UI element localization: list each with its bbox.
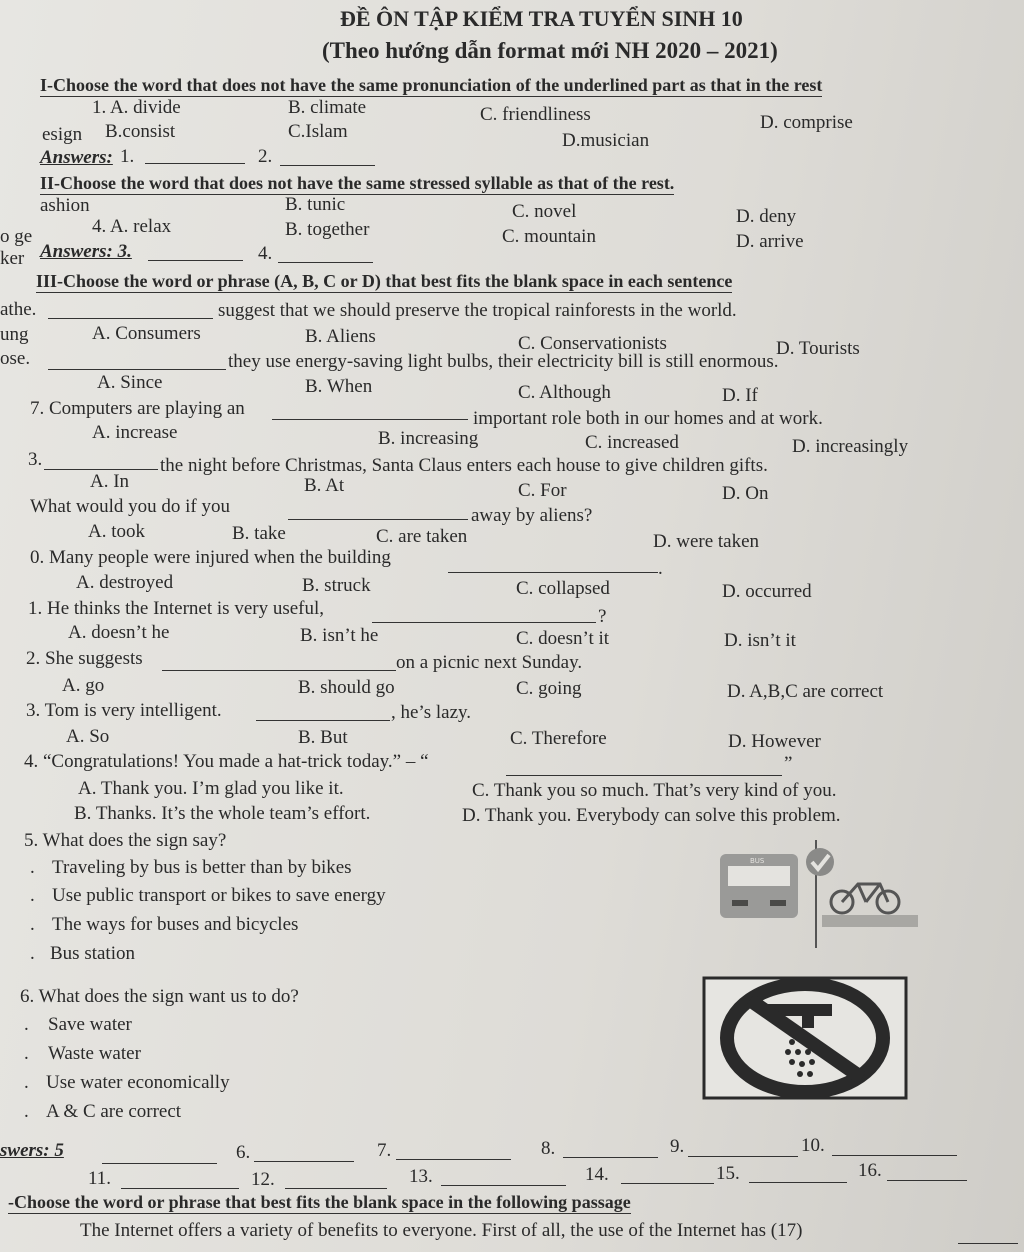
- q16-marker-a: .: [24, 1014, 29, 1035]
- q16-marker-b: .: [24, 1043, 29, 1064]
- q14-option-d: D. Thank you. Everybody can solve this problem.: [462, 805, 841, 826]
- q5-text: suggest that we should preserve the tropical rainforests in the world.: [218, 300, 737, 321]
- q8-option-a: A. In: [90, 471, 130, 492]
- q15-marker-a: .: [30, 857, 35, 878]
- q10-end: .: [658, 558, 663, 579]
- q6-blank[interactable]: [48, 369, 226, 370]
- answer-10-label: 10.: [801, 1135, 825, 1156]
- q15-option-c: The ways for buses and bicycles: [52, 914, 299, 935]
- page-title: ĐỀ ÔN TẬP KIỂM TRA TUYỂN SINH 10: [340, 6, 743, 31]
- answer-16-label: 16.: [858, 1160, 882, 1181]
- q15-option-a: Traveling by bus is better than by bikes: [52, 857, 352, 878]
- q16-option-b: Waste water: [48, 1043, 141, 1064]
- q9-text-1: What would you do if you: [30, 496, 231, 517]
- answer-12-blank[interactable]: [285, 1188, 387, 1189]
- q11-end: ?: [598, 606, 607, 627]
- q7-blank[interactable]: [272, 419, 468, 420]
- section-4-heading: -Choose the word or phrase that best fits the blank space in the following passage: [8, 1192, 631, 1212]
- answer-12-label: 12.: [251, 1169, 275, 1190]
- q3-option-a: ashion: [40, 195, 90, 216]
- q16-option-c: Use water economically: [46, 1072, 230, 1093]
- q9-text-2: away by aliens?: [471, 505, 593, 526]
- q12-blank[interactable]: [162, 670, 396, 671]
- section-2-answers-label: Answers: 3.: [40, 241, 132, 262]
- q11-text: 1. He thinks the Internet is very useful,: [28, 598, 325, 619]
- q3-option-c: C. novel: [512, 201, 577, 222]
- answer-7-label: 7.: [377, 1140, 392, 1161]
- answer-9-blank[interactable]: [688, 1156, 798, 1157]
- q13-option-a: A. So: [66, 726, 110, 747]
- q4-option-d: D. arrive: [736, 231, 804, 252]
- q16-option-a: Save water: [48, 1014, 132, 1035]
- q10-blank[interactable]: [448, 572, 658, 573]
- answer-5-blank[interactable]: [102, 1163, 217, 1164]
- answer-1-label: 1.: [120, 146, 135, 167]
- q8-text: the night before Christmas, Santa Claus enters each house to give children gifts.: [160, 455, 768, 476]
- answer-4-blank[interactable]: [278, 262, 373, 263]
- q13-option-b: B. But: [298, 727, 348, 748]
- q11-option-b: B. isn’t he: [300, 625, 379, 646]
- q13-option-d: D. However: [728, 731, 821, 752]
- q1-option-c: C. friendliness: [480, 104, 591, 125]
- q6-option-a: A. Since: [97, 372, 163, 393]
- q15-marker-c: .: [30, 914, 35, 935]
- q5-option-b: B. Aliens: [305, 326, 376, 347]
- q12-option-b: B. should go: [298, 677, 395, 698]
- q8-blank[interactable]: [44, 469, 158, 470]
- q11-option-c: C. doesn’t it: [516, 628, 610, 649]
- margin-text-1: o ge: [0, 226, 33, 247]
- q13-blank[interactable]: [256, 720, 390, 721]
- answer-6-label: 6.: [236, 1142, 251, 1163]
- q9-option-a: A. took: [88, 521, 145, 542]
- q3-option-d: D. deny: [736, 206, 797, 227]
- answer-14-label: 14.: [585, 1164, 609, 1185]
- answer-16-blank[interactable]: [887, 1180, 967, 1181]
- q15-marker-b: .: [30, 885, 35, 906]
- answer-11-blank[interactable]: [121, 1188, 239, 1189]
- q6-text: they use energy-saving light bulbs, their electricity bill is still enormous.: [228, 351, 779, 372]
- q14-text: 4. “Congratulations! You made a hat-trick today.” – “: [24, 751, 429, 772]
- q13-text-1: 3. Tom is very intelligent.: [26, 700, 222, 721]
- q5-option-c: C. Conservationists: [518, 333, 667, 354]
- section-2-heading: II-Choose the word that does not have the same stressed syllable as that of the rest.: [40, 173, 675, 193]
- q11-blank[interactable]: [372, 622, 596, 623]
- section-1-answers-label: Answers:: [40, 147, 113, 168]
- q16-marker-d: .: [24, 1101, 29, 1122]
- q6-option-c: C. Although: [518, 382, 611, 403]
- q4-option-a: 4. A. relax: [92, 216, 172, 237]
- q7-option-a: A. increase: [92, 422, 178, 443]
- answer-13-label: 13.: [409, 1166, 433, 1187]
- q11-option-a: A. doesn’t he: [68, 622, 170, 643]
- answer-9-label: 9.: [670, 1136, 685, 1157]
- q1-option-d: D. comprise: [760, 112, 853, 133]
- answer-14-blank[interactable]: [621, 1183, 714, 1184]
- check-icon: [806, 848, 834, 876]
- page-subtitle: (Theo hướng dẫn format mới NH 2020 – 2021): [322, 38, 778, 63]
- q16-option-d: A & C are correct: [46, 1101, 182, 1122]
- q8-option-c: C. For: [518, 480, 567, 501]
- q8-number: 3.: [28, 449, 43, 470]
- q10-option-b: B. struck: [302, 575, 371, 596]
- q7-option-c: C. increased: [585, 432, 679, 453]
- q6-number: ose.: [0, 348, 31, 369]
- q2-option-b: B.consist: [105, 121, 176, 142]
- answer-8-blank[interactable]: [563, 1157, 658, 1158]
- q10-text: 0. Many people were injured when the building: [30, 547, 391, 568]
- q7-option-b: B. increasing: [378, 428, 479, 449]
- q10-option-d: D. occurred: [722, 581, 812, 602]
- q14-blank[interactable]: [506, 775, 782, 776]
- section-1-heading: I-Choose the word that does not have the same pronunciation of the underlined part as that in the rest: [40, 75, 823, 95]
- q2-option-a: esign: [42, 124, 83, 145]
- bus-sign-label: BUS: [750, 857, 765, 865]
- section-3-answers-label: swers: 5: [0, 1140, 64, 1161]
- q12-option-c: C. going: [516, 678, 582, 699]
- q9-option-d: D. were taken: [653, 531, 760, 552]
- q13-option-c: C. Therefore: [510, 728, 607, 749]
- answer-4-label: 4.: [258, 243, 273, 264]
- bus-bike-sign-image: [710, 840, 920, 950]
- q3-option-b: B. tunic: [285, 194, 346, 215]
- q15-option-d: Bus station: [50, 943, 135, 964]
- answer-13-blank[interactable]: [441, 1185, 566, 1186]
- q12-option-d: D. A,B,C are correct: [727, 681, 884, 702]
- q8-option-b: B. At: [304, 475, 345, 496]
- q1-option-a: 1. A. divide: [92, 97, 181, 118]
- q6-option-d: D. If: [722, 385, 758, 406]
- q7-option-d: D. increasingly: [792, 436, 909, 457]
- q11-option-d: D. isn’t it: [724, 630, 796, 651]
- q8-option-d: D. On: [722, 483, 769, 504]
- q15-option-b: Use public transport or bikes to save energy: [52, 885, 386, 906]
- q12-text-2: on a picnic next Sunday.: [396, 652, 583, 673]
- q5-option-a: A. Consumers: [92, 323, 201, 344]
- answer-15-blank[interactable]: [749, 1182, 847, 1183]
- q2-option-c: C.Islam: [288, 121, 348, 142]
- answer-15-label: 15.: [716, 1163, 740, 1184]
- passage-text: The Internet offers a variety of benefits to everyone. First of all, the use of the Internet has (17): [80, 1220, 803, 1241]
- q14-option-c: C. Thank you so much. That’s very kind of you.: [472, 780, 837, 801]
- q6-option-b: B. When: [305, 376, 373, 397]
- q5-option-d: D. Tourists: [776, 338, 860, 359]
- q13-text-2: , he’s lazy.: [391, 702, 472, 723]
- q14-option-a: A. Thank you. I’m glad you like it.: [78, 778, 344, 799]
- answer-6-blank[interactable]: [254, 1161, 354, 1162]
- q7-text-2: important role both in our homes and at work.: [473, 408, 823, 429]
- bicycle-icon: [831, 884, 899, 913]
- q15-text: 5. What does the sign say?: [24, 830, 227, 851]
- q15-marker-d: .: [30, 943, 35, 964]
- q16-marker-c: .: [24, 1072, 29, 1093]
- no-water-sign-image: [702, 976, 908, 1100]
- q1-option-b: B. climate: [288, 97, 367, 118]
- q14-end: ”: [784, 753, 793, 774]
- q7-text-1: 7. Computers are playing an: [30, 398, 245, 419]
- q9-option-c: C. are taken: [376, 526, 468, 547]
- answer-17-blank[interactable]: [958, 1243, 1018, 1244]
- q2-option-d: D.musician: [562, 130, 650, 151]
- margin-text-3: ung: [0, 324, 29, 345]
- q14-option-b: B. Thanks. It’s the whole team’s effort.: [74, 803, 371, 824]
- answer-7-blank[interactable]: [396, 1159, 511, 1160]
- q9-blank[interactable]: [288, 519, 468, 520]
- section-3-heading: III-Choose the word or phrase (A, B, C or D) that best fits the blank space in each sentence: [36, 271, 733, 291]
- answer-2-label: 2.: [258, 146, 273, 167]
- q9-option-b: B. take: [232, 523, 286, 544]
- q16-text: 6. What does the sign want us to do?: [20, 986, 299, 1007]
- answer-8-label: 8.: [541, 1138, 556, 1159]
- q10-option-c: C. collapsed: [516, 578, 610, 599]
- margin-text-2: ker: [0, 248, 25, 269]
- answer-3-blank[interactable]: [148, 260, 243, 261]
- answer-1-blank[interactable]: [145, 163, 245, 164]
- q12-text-1: 2. She suggests: [26, 648, 143, 669]
- q4-option-b: B. together: [285, 219, 370, 240]
- q4-option-c: C. mountain: [502, 226, 596, 247]
- answer-11-label: 11.: [88, 1168, 112, 1189]
- q10-option-a: A. destroyed: [76, 572, 174, 593]
- q5-blank[interactable]: [48, 318, 213, 319]
- q12-option-a: A. go: [62, 675, 105, 696]
- answer-2-blank[interactable]: [280, 165, 375, 166]
- q5-number: athe.: [0, 299, 37, 320]
- answer-10-blank[interactable]: [832, 1155, 957, 1156]
